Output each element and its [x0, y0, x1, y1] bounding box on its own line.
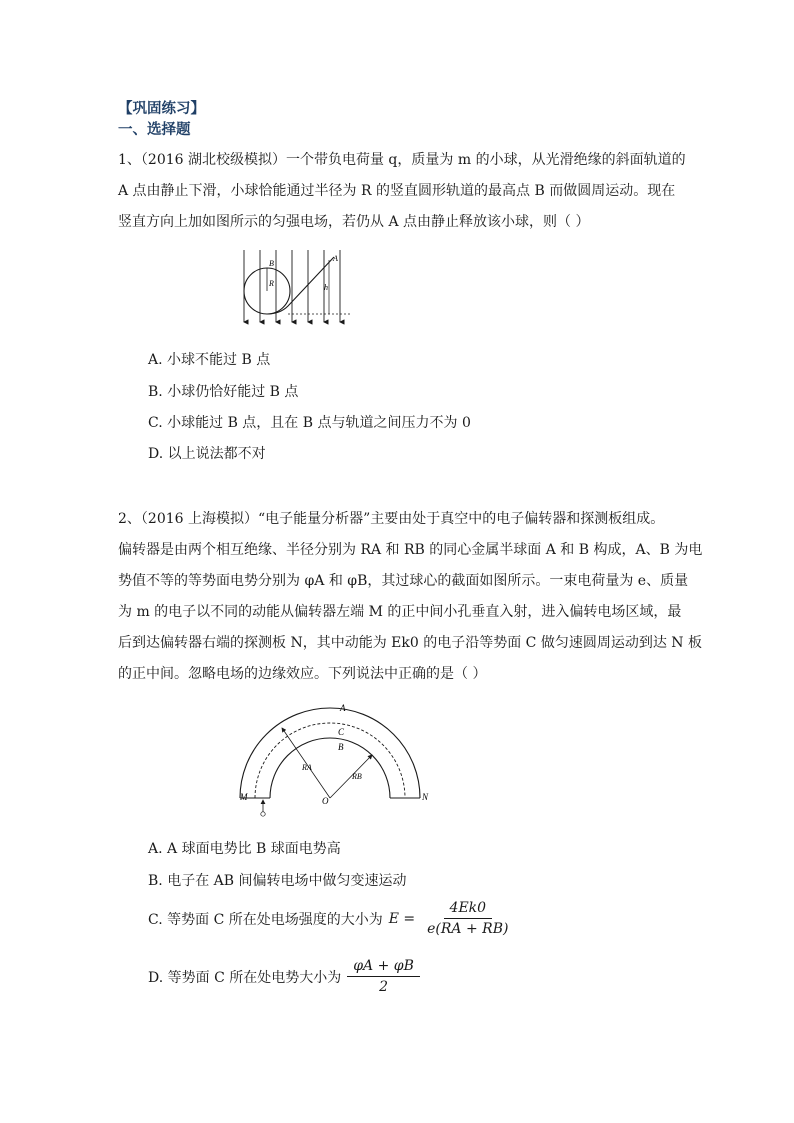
- question-1-option-c[interactable]: C. 小球能过 B 点，且在 B 点与轨道之间压力不为 0: [148, 415, 471, 431]
- question-1-option-b[interactable]: B. 小球仍恰好能过 B 点: [148, 384, 299, 400]
- point-a-label: A: [333, 254, 338, 263]
- question-1-line-2: A 点由静止下滑，小球恰能通过半径为 R 的竖直圆形轨道的最高点 B 而做圆周运动。现在: [118, 183, 676, 199]
- point-b-label: B: [269, 259, 274, 268]
- label-a: A: [340, 703, 346, 713]
- option-d-text: D. 等势面 C 所在处电势大小为: [148, 969, 342, 986]
- label-o: O: [322, 796, 329, 806]
- question-2-line-2: 偏转器是由两个相互绝缘、半径分别为 RA 和 RB 的同心金属半球面 A 和 B 构成，A、B 为电: [118, 542, 703, 558]
- inner-hemisphere-b: [270, 738, 390, 798]
- option-d-fraction: [347, 958, 420, 995]
- question-2-line-6: 的正中间。忽略电场的边缘效应。下列说法中正确的是（ ）: [118, 666, 487, 682]
- question-2-line-4: 为 m 的电子以不同的动能从偏转器左端 M 的正中间小孔垂直入射，进入偏转电场区域，最: [118, 604, 682, 620]
- question-2-line-5: 后到达偏转器右端的探测板 N，其中动能为 Ek0 的电子沿等势面 C 做匀速圆周运动到达 N 板: [118, 635, 702, 651]
- height-label: h: [324, 283, 328, 292]
- option-d-denominator: 2: [379, 979, 389, 995]
- option-c-denominator: e(RA + RB): [427, 921, 509, 937]
- question-1-option-a[interactable]: A. 小球不能过 B 点: [148, 352, 271, 368]
- option-c-formula-lhs: E =: [388, 910, 416, 927]
- equipotential-c: [255, 723, 405, 798]
- outer-hemisphere-a: [240, 708, 420, 798]
- option-d-numerator: φA + φB: [347, 958, 420, 977]
- part-title: 一、选择题: [118, 122, 191, 138]
- question-1-figure: [230, 246, 360, 330]
- label-m: M: [240, 792, 248, 802]
- label-n: N: [422, 792, 429, 802]
- label-c: C: [338, 727, 345, 737]
- question-1-line-1: 1、（2016 湖北校级模拟）一个带负电荷量 q，质量为 m 的小球，从光滑绝缘的斜面轨道的: [118, 152, 686, 168]
- question-1-line-3: 竖直方向上加如图所示的匀强电场，若仍从 A 点由静止释放该小球，则（ ）: [118, 214, 590, 230]
- question-1-option-d[interactable]: D. 以上说法都不对: [148, 446, 266, 462]
- option-c-fraction: [421, 900, 514, 937]
- question-2-option-b[interactable]: B. 电子在 AB 间偏转电场中做匀变速运动: [148, 873, 407, 889]
- option-c-numerator: 4Ek0: [444, 900, 493, 919]
- question-2-line-1: 2、（2016 上海模拟）“电子能量分析器”主要由处于真空中的电子偏转器和探测板组成。: [118, 511, 665, 527]
- electron-icon: [261, 812, 265, 816]
- question-2-option-c[interactable]: [148, 900, 514, 937]
- label-b: B: [338, 742, 344, 752]
- question-2-text: [118, 504, 703, 690]
- question-1-text: [118, 145, 686, 238]
- radius-label: R: [269, 279, 274, 288]
- label-ra: RA: [302, 763, 312, 772]
- question-2-option-d[interactable]: [148, 958, 420, 995]
- radius-b-arrow: [330, 755, 372, 798]
- label-rb: RB: [352, 772, 362, 781]
- question-2-figure: [230, 700, 440, 820]
- question-2-option-a[interactable]: A. A 球面电势比 B 球面电势高: [148, 841, 341, 857]
- question-2-line-3: 势值不等的等势面电势分别为 φA 和 φB，其过球心的截面如图所示。一束电荷量为 e、质量: [118, 573, 689, 589]
- practice-title: 【巩固练习】: [118, 101, 205, 117]
- option-c-text: C. 等势面 C 所在处电场强度的大小为: [148, 911, 383, 928]
